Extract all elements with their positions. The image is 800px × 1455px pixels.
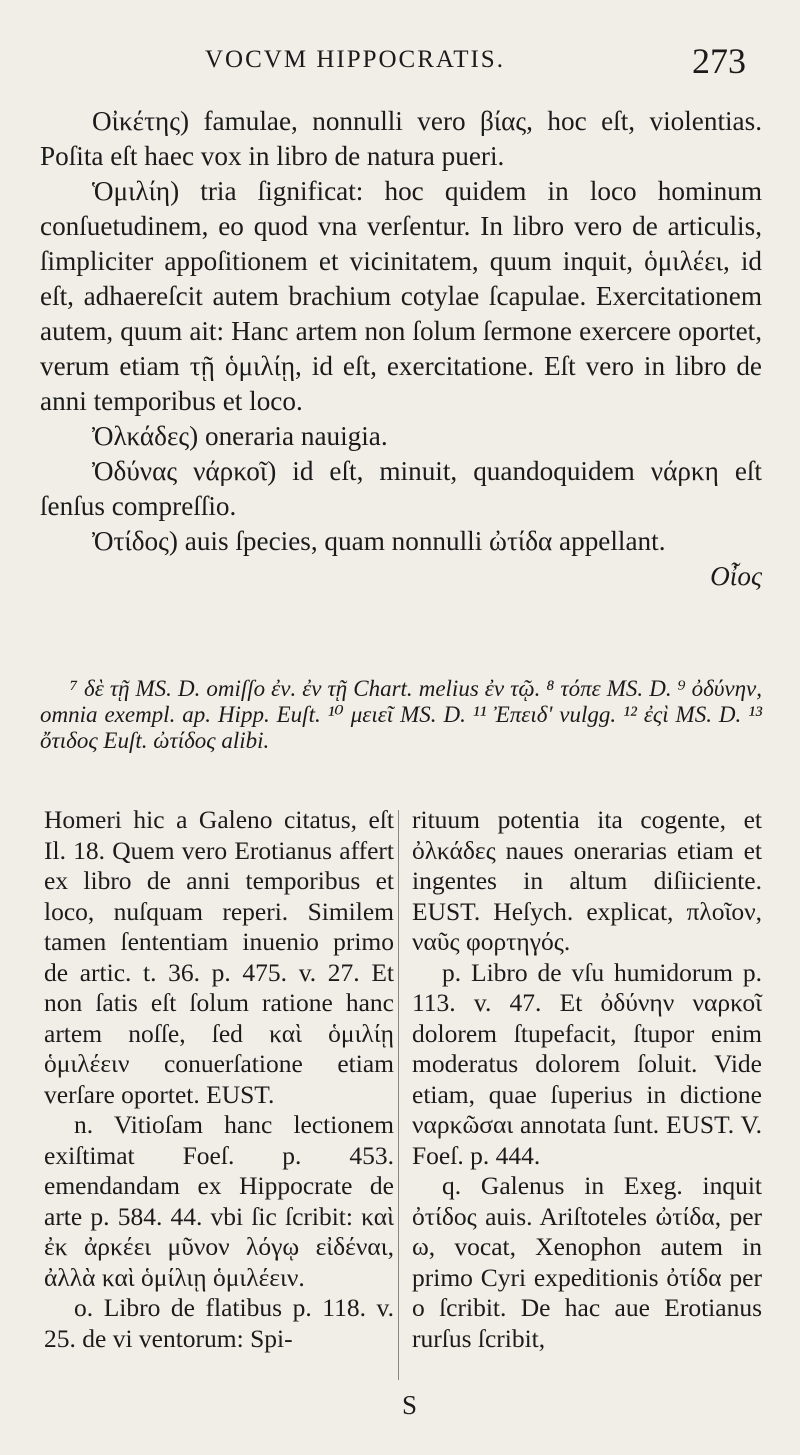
commentary-paragraph: n. Vitioſam hanc lectionem exiſtimat Foeſ. p. 453. emendandam ex Hippocrate de arte p. 584. 44. vbi ſic ſcribit: καὶ ἐκ ἀρκέει μῦνον λόγῳ εἰδέναι, ἀλλὰ καὶ ὁμίλιῃ ὁμιλέειν.: [44, 1110, 394, 1292]
commentary-left-column: [44, 805, 394, 1354]
commentary-paragraph: o. Libro de flatibus p. 118. v. 25. de vi ventorum: Spi-: [44, 1293, 394, 1353]
entry-homilie: Ὁμιλίη) tria ſignificat: hoc quidem in loco hominum conſuetudinem, eo quod vna verſentur. In libro vero de articulis, ſimpliciter appoſitionem et vicinitatem, quum inquit, ὁμιλέει, id eſt, adhaereſcit autem brachium cotylae ſcapulae. Exercitationem autem, quum ait: Hanc artem non ſolum ſermone exercere oportet, verum etiam τῇ ὁμιλίῃ, id eſt, exercitatione. Eſt vero in libro de anni temporibus et loco.: [40, 176, 762, 416]
entry-otidos: Ὀτίδος) auis ſpecies, quam nonnulli ὠτίδα appellant.: [92, 526, 666, 556]
column-divider: [398, 810, 399, 1380]
entry-oiketes: Οἰκέτης) famulae, nonnulli vero βίας, hoc eſt, violentias. Poſita eſt haec vox in libro de natura pueri.: [40, 106, 762, 171]
commentary-right-column: [412, 805, 762, 1354]
commentary-paragraph: rituum potentia ita cogente, et ὀλκάδες naues onerarias etiam et ingentes in altum diſiiciente. EUST. Heſych. explicat, πλοῖον, ναῦς φορτηγός.: [412, 805, 762, 956]
main-text: [40, 104, 762, 594]
signature-mark: S: [402, 1390, 418, 1420]
catchword: Οἶος: [710, 561, 762, 591]
entry-odynas-narkoi: Ὀδύνας νάρκοῖ) id eſt, minuit, quandoquidem νάρκη eſt ſenſus compreſſio.: [40, 456, 762, 521]
entry-holkades: Ὀλκάδες) oneraria nauigia.: [92, 421, 388, 451]
running-title: VOCVM HIPPOCRATIS.: [205, 46, 505, 73]
footnotes: ⁷ δὲ τῇ MS. D. omiſſo ἐν. ἐν τῇ Chart. melius ἐν τῷ. ⁸ τόπε MS. D. ⁹ ὀδύνην, omnia exempl. ap. Hipp. Euſt. ¹⁰ μειεῖ MS. D. ¹¹ Ἐπειδ' vulgg. ¹² ἐςὶ MS. D. ¹³ ὄτιδος Euſt. ὠτίδος alibi.: [40, 676, 762, 753]
page-number: 273: [692, 41, 746, 81]
commentary-paragraph: Homeri hic a Galeno citatus, eſt Il. 18. Quem vero Erotianus affert ex libro de anni temporibus et loco, nuſquam reperi. Similem tamen ſententiam inuenio primo de artic. t. 36. p. 475. v. 27. Et non ſatis eſt ſolum ratione hanc artem noſſe, ſed καὶ ὁμιλίῃ ὁμιλέειν conuerſatione etiam verſare oportet. EUST.: [44, 805, 394, 1109]
commentary-paragraph: p. Libro de vſu humidorum p. 113. v. 47. Et ὀδύνην ναρκοῖ dolorem ſtupefacit, ſtupor enim moderatus dolorem ſoluit. Vide etiam, quae ſuperius in dictione ναρκῶσαι annotata ſunt. EUST. V. Foeſ. p. 444.: [412, 957, 762, 1170]
commentary-paragraph: q. Galenus in Exeg. inquit ὀτίδος auis. Ariſtoteles ὠτίδα, per ω, vocat, Xenophon autem in primo Cyri expeditionis ὀτίδα per ο ſcribit. De hac aue Erotianus rurſus ſcribit,: [412, 1171, 762, 1353]
